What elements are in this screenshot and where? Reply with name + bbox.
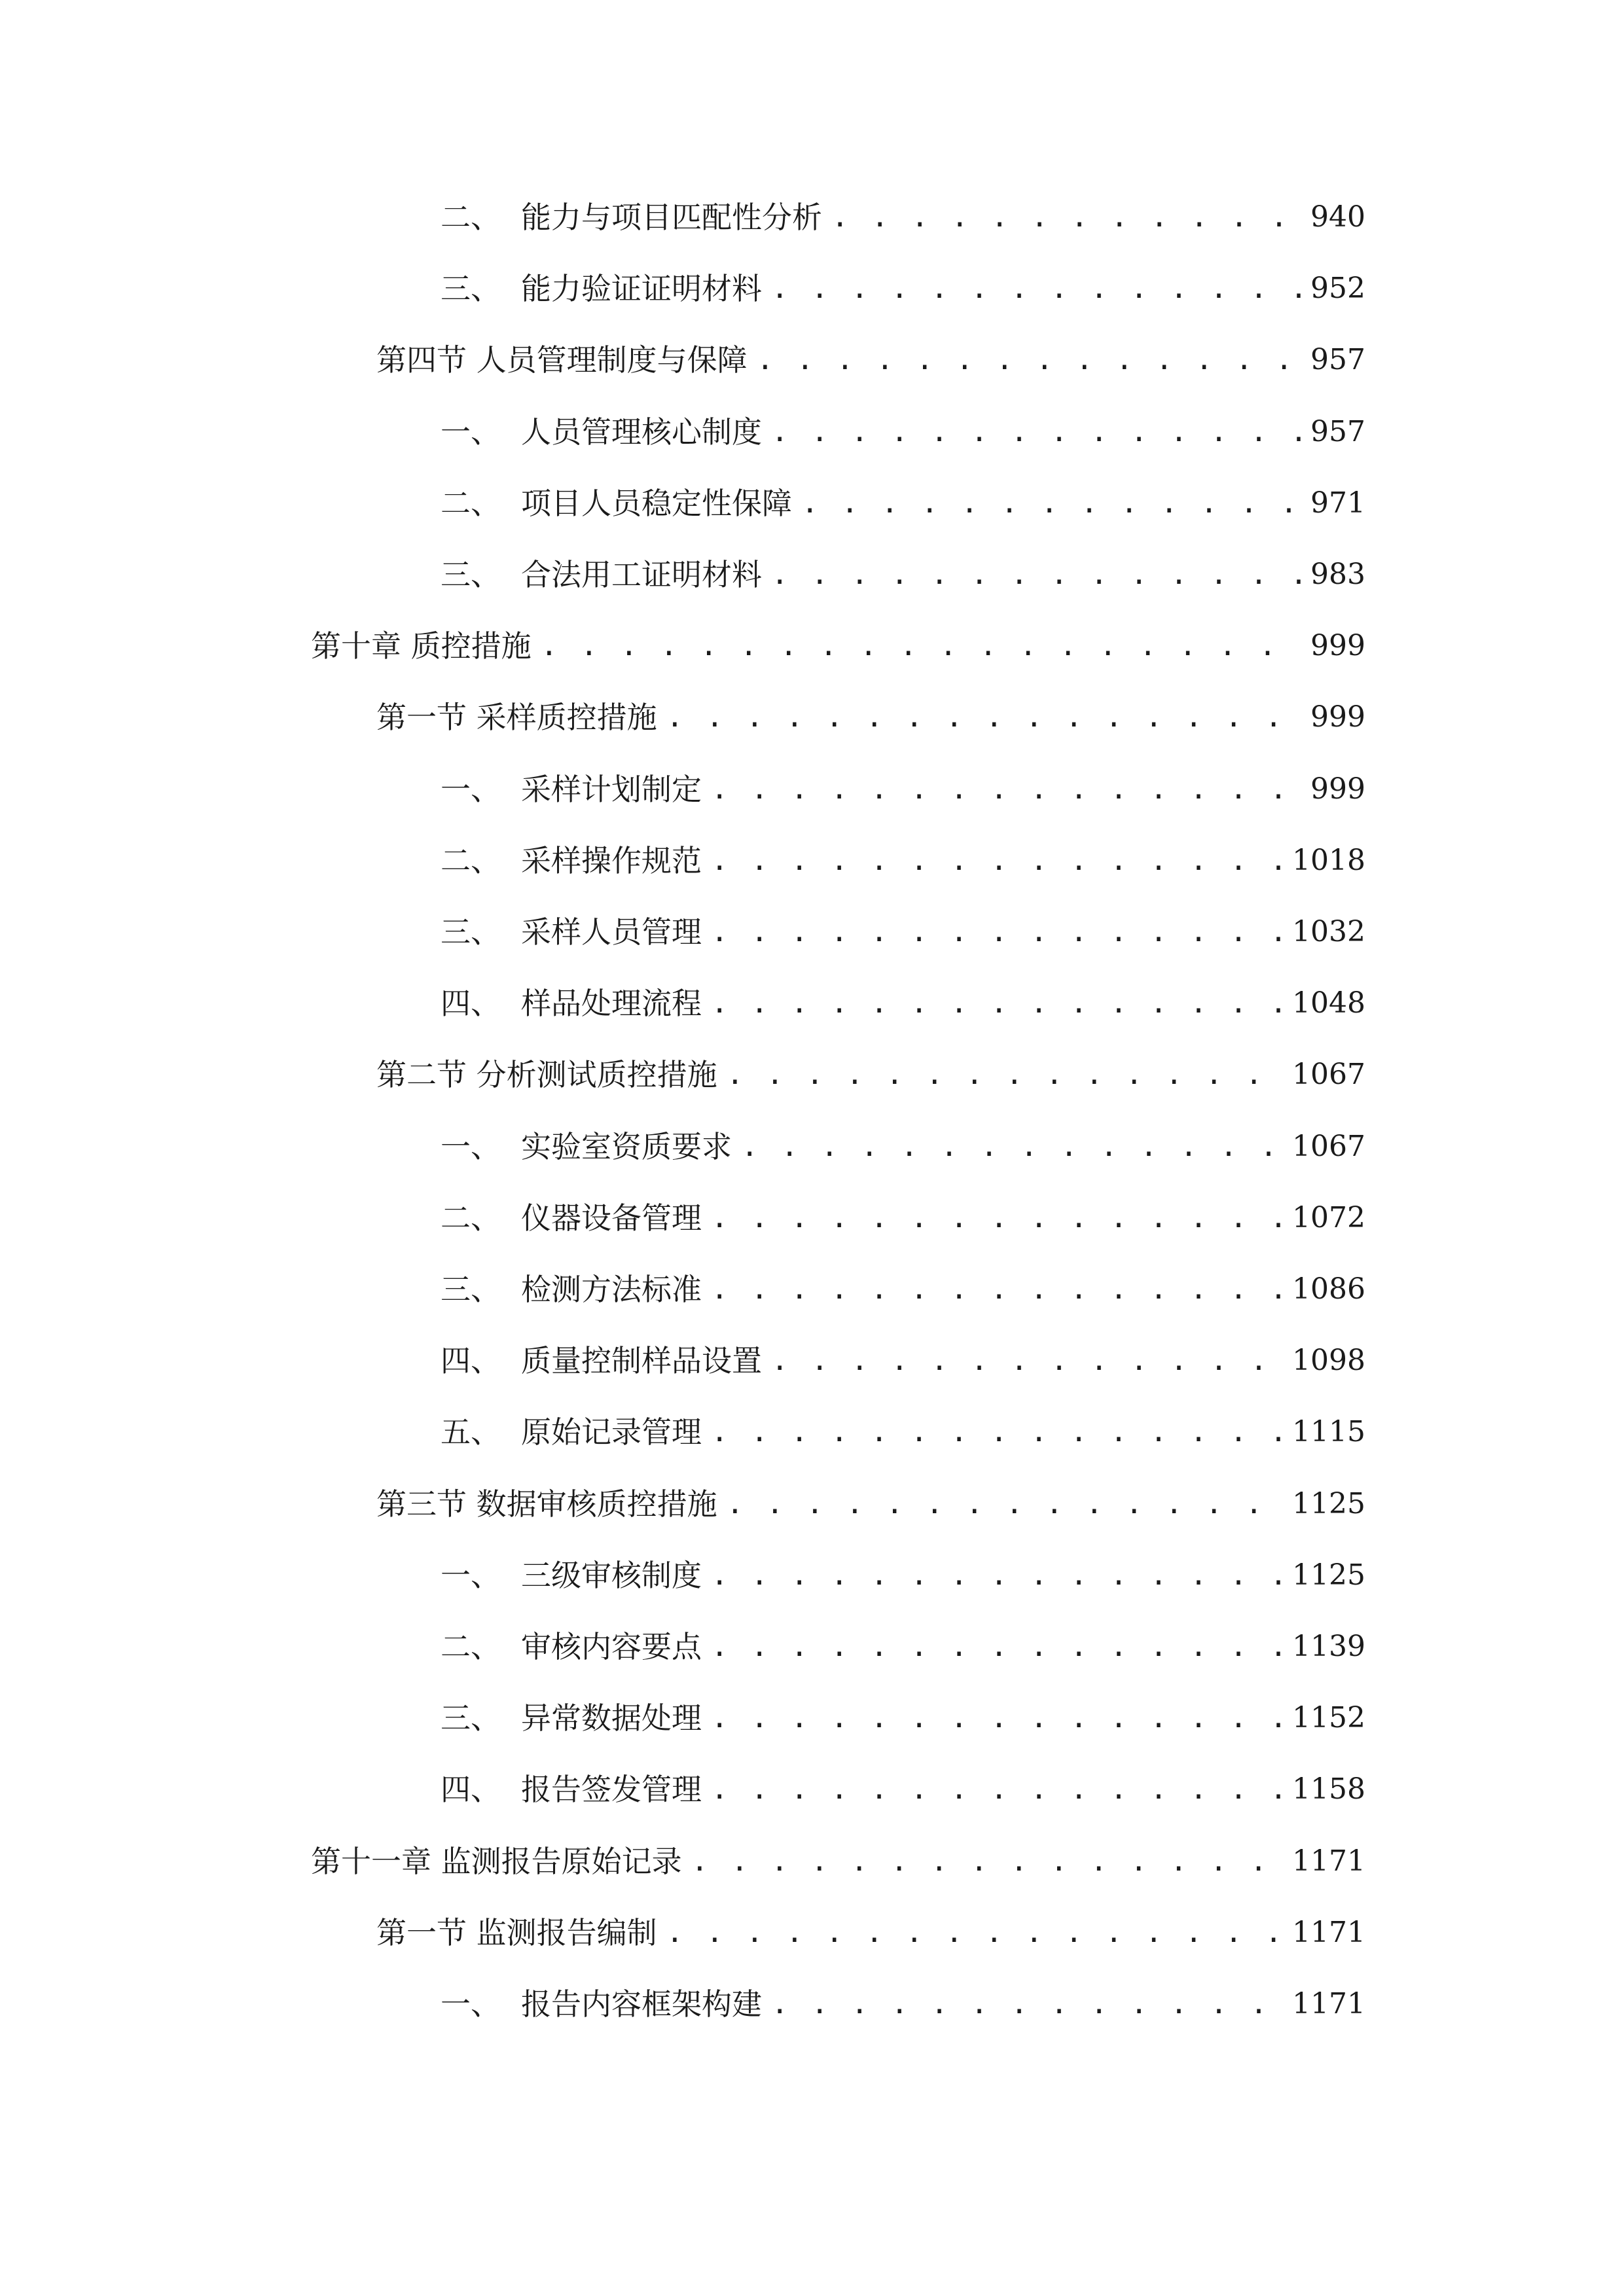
toc-dot-leader	[711, 1621, 1283, 1673]
toc-entry-number: 四、	[441, 986, 501, 1021]
toc-dot-leader	[541, 620, 1301, 672]
toc-dot-leader	[711, 763, 1301, 816]
toc-entry[interactable]	[441, 191, 1365, 243]
toc-page-number: 1086	[1292, 1272, 1365, 1306]
toc-entry-title: 报告内容框架构建	[521, 1986, 762, 2022]
toc-entry[interactable]	[376, 1907, 1365, 1959]
toc-entry-title: 异常数据处理	[521, 1700, 702, 1736]
toc-entry-number: 一、	[441, 772, 501, 807]
toc-entry[interactable]	[441, 1335, 1365, 1387]
toc-page-number: 1125	[1292, 1487, 1365, 1520]
toc-dot-leader	[711, 1763, 1283, 1816]
toc-dot-leader	[711, 977, 1283, 1030]
toc-entry-number: 三、	[441, 1272, 501, 1307]
toc-dot-leader	[741, 1121, 1283, 1173]
toc-entry-number: 二、	[441, 843, 501, 878]
toc-entry-number: 五、	[441, 1414, 501, 1450]
toc-entry[interactable]	[311, 1835, 1365, 1888]
toc-entry[interactable]	[441, 262, 1365, 315]
toc-entry-title: 采样人员管理	[521, 914, 702, 950]
toc-entry-title: 能力与项目匹配性分析	[521, 200, 822, 235]
toc-dot-leader	[666, 691, 1301, 744]
toc-entry-title: 项目人员稳定性保障	[521, 486, 792, 521]
toc-entry-title: 三级审核制度	[521, 1558, 702, 1593]
toc-dot-leader	[771, 548, 1301, 601]
toc-dot-leader	[711, 906, 1283, 958]
toc-entry[interactable]	[441, 548, 1365, 601]
toc-entry-number: 三、	[441, 557, 501, 592]
toc-entry[interactable]	[441, 1763, 1365, 1816]
toc-dot-leader	[711, 1549, 1283, 1602]
toc-entry-number: 二、	[441, 200, 501, 235]
toc-entry-title: 人员管理核心制度	[521, 414, 762, 450]
toc-entry-number: 二、	[441, 1200, 501, 1236]
toc-entry[interactable]	[441, 834, 1365, 887]
toc-entry-title: 质量控制样品设置	[521, 1343, 762, 1378]
toc-entry[interactable]	[441, 1263, 1365, 1316]
toc-page-number: 999	[1310, 700, 1365, 734]
toc-entry-title: 仪器设备管理	[521, 1200, 702, 1236]
toc-page-number: 1115	[1292, 1415, 1365, 1448]
toc-page-number: 1098	[1292, 1344, 1365, 1377]
toc-dot-leader	[771, 262, 1301, 315]
toc-dot-leader	[666, 1907, 1283, 1959]
toc-page-number: 1158	[1292, 1772, 1365, 1806]
toc-entry-number: 四、	[441, 1343, 501, 1378]
toc-page-number: 999	[1310, 629, 1365, 662]
toc-entry[interactable]	[441, 1692, 1365, 1744]
toc-entry-title: 第一节 采样质控措施	[376, 700, 657, 735]
toc-entry-title: 第三节 数据审核质控措施	[376, 1486, 717, 1522]
toc-dot-leader	[831, 191, 1301, 243]
toc-entry-number: 三、	[441, 914, 501, 950]
toc-entry[interactable]	[441, 1549, 1365, 1602]
toc-entry-title: 原始记录管理	[521, 1414, 702, 1450]
toc-entry-number: 三、	[441, 1700, 501, 1736]
toc-page-number: 1067	[1292, 1058, 1365, 1091]
toc-page-number: 1048	[1292, 986, 1365, 1020]
toc-entry[interactable]	[376, 1478, 1365, 1530]
toc-entry-number: 二、	[441, 486, 501, 521]
toc-entry[interactable]	[376, 334, 1365, 386]
toc-entry[interactable]	[311, 620, 1365, 672]
toc-entry-title: 报告签发管理	[521, 1772, 702, 1807]
toc-entry-title: 审核内容要点	[521, 1629, 702, 1664]
toc-page-number: 1067	[1292, 1130, 1365, 1163]
toc-page-number: 952	[1310, 272, 1365, 305]
toc-page-number: 957	[1310, 343, 1365, 376]
toc-entry-title: 第四节 人员管理制度与保障	[376, 342, 748, 378]
toc-page-number: 1032	[1292, 915, 1365, 948]
toc-entry[interactable]	[441, 1192, 1365, 1244]
toc-dot-leader	[691, 1835, 1283, 1888]
toc-page-number: 971	[1310, 486, 1365, 520]
toc-page-number: 1018	[1292, 844, 1365, 877]
toc-dot-leader	[727, 1478, 1283, 1530]
toc-dot-leader	[757, 334, 1301, 386]
toc-entry-number: 三、	[441, 271, 501, 306]
toc-entry-title: 第一节 监测报告编制	[376, 1915, 657, 1950]
toc-dot-leader	[727, 1049, 1283, 1101]
toc-dot-leader	[711, 1406, 1283, 1458]
toc-entry[interactable]	[376, 691, 1365, 744]
toc-dot-leader	[801, 477, 1301, 529]
toc-entry-title: 采样计划制定	[521, 772, 702, 807]
toc-page-number: 1171	[1292, 1916, 1365, 1949]
toc-page-number: 1171	[1292, 1987, 1365, 2020]
toc-entry[interactable]	[441, 977, 1365, 1030]
toc-entry-number: 四、	[441, 1772, 501, 1807]
toc-page-number: 957	[1310, 415, 1365, 448]
toc-entry[interactable]	[441, 1621, 1365, 1673]
toc-entry-title: 实验室资质要求	[521, 1129, 732, 1164]
toc-entry-title: 合法用工证明材料	[521, 557, 762, 592]
toc-dot-leader	[771, 1335, 1283, 1387]
toc-entry[interactable]	[441, 1978, 1365, 2030]
toc-page-number: 983	[1310, 558, 1365, 591]
toc-dot-leader	[711, 1692, 1283, 1744]
toc-entry[interactable]	[441, 477, 1365, 529]
toc-entry-number: 一、	[441, 1558, 501, 1593]
toc-entry-title: 采样操作规范	[521, 843, 702, 878]
toc-entry[interactable]	[376, 1049, 1365, 1101]
toc-entry-title: 第十一章 监测报告原始记录	[311, 1844, 682, 1879]
toc-page-number: 1125	[1292, 1558, 1365, 1592]
toc-page-number: 999	[1310, 772, 1365, 806]
toc-entry[interactable]	[441, 1406, 1365, 1458]
toc-entry-number: 一、	[441, 1986, 501, 2022]
toc-entry-title: 第十章 质控措施	[311, 628, 532, 664]
toc-entry-title: 检测方法标准	[521, 1272, 702, 1307]
toc-dot-leader	[771, 1978, 1283, 2030]
toc-entry-title: 能力验证证明材料	[521, 271, 762, 306]
toc-entry[interactable]	[441, 906, 1365, 958]
toc-page-number: 1171	[1292, 1844, 1365, 1878]
toc-entry[interactable]	[441, 763, 1365, 816]
toc-entry-title: 样品处理流程	[521, 986, 702, 1021]
toc-entry-number: 二、	[441, 1629, 501, 1664]
toc-entry-title: 第二节 分析测试质控措施	[376, 1057, 717, 1092]
toc-dot-leader	[711, 1263, 1283, 1316]
toc-page-number: 1152	[1292, 1701, 1365, 1734]
toc-dot-leader	[711, 1192, 1283, 1244]
toc-dot-leader	[771, 406, 1301, 458]
toc-dot-leader	[711, 834, 1283, 887]
toc-page-number: 1072	[1292, 1201, 1365, 1234]
toc-page-number: 1139	[1292, 1630, 1365, 1663]
toc-entry-number: 一、	[441, 1129, 501, 1164]
toc-entry-number: 一、	[441, 414, 501, 450]
toc-entry[interactable]	[441, 1121, 1365, 1173]
toc-entry[interactable]	[441, 406, 1365, 458]
toc-page-number: 940	[1310, 200, 1365, 234]
